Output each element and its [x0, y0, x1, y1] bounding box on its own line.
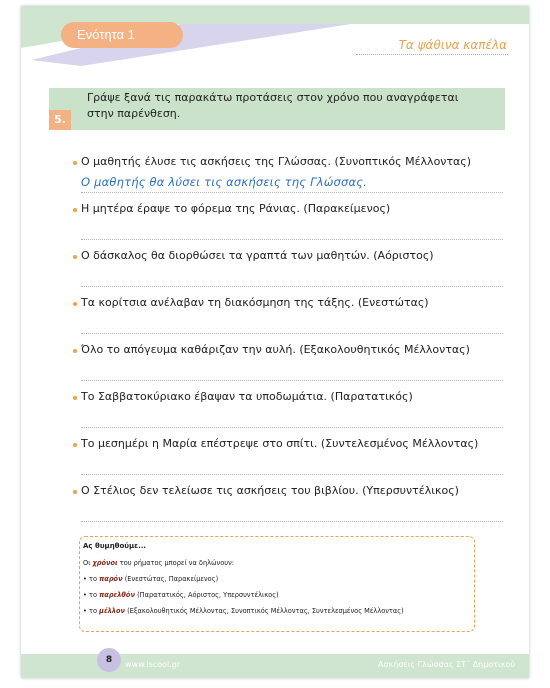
- task-instruction-line-2: στην παρένθεση.: [87, 107, 181, 120]
- bullet-icon: [73, 349, 77, 353]
- lesson-title: Τα ψάθινα καπέλα: [398, 38, 507, 52]
- answer-line[interactable]: [81, 286, 503, 287]
- answer-text[interactable]: Ο μαθητής θα λύσει τις ασκήσεις της Γλώσσας.: [81, 175, 368, 189]
- bullet-icon: [73, 443, 77, 447]
- exercise-sentence: Ο Στέλιος δεν τελείωσε τις ασκήσεις του βιβλίου. (Υπερσυντέλικος): [81, 484, 459, 497]
- reminder-keyword: μέλλον: [99, 607, 125, 615]
- reminder-keyword: παρελθόν: [99, 591, 135, 599]
- exercise-sentence: Η μητέρα έραψε το φόρεμα της Ράνιας. (Παρακείμενος): [81, 202, 391, 215]
- bullet-icon: [73, 161, 77, 165]
- reminder-future: [83, 607, 404, 615]
- unit-badge: Ενότητα 1: [61, 22, 183, 48]
- reminder-text: • το: [83, 607, 100, 615]
- exercise-sentence: Το Σαββατοκύριακο έβαψαν τα υποδωμάτια. (Παρατατικός): [81, 390, 413, 403]
- reminder-keyword: παρόν: [99, 575, 123, 583]
- reminder-present: [83, 575, 218, 583]
- reminder-text: Οι: [83, 559, 93, 567]
- reminder-text: • το: [83, 575, 100, 583]
- answer-line[interactable]: [81, 380, 503, 381]
- reminder-text: του ρήματος μπορεί να δηλώνουν:: [117, 559, 234, 567]
- exercise-sentence: Ο δάσκαλος θα διορθώσει τα γραπτά των μαθητών. (Αόριστος): [81, 249, 434, 262]
- answer-line[interactable]: [81, 521, 503, 522]
- exercise-sentence: Ο μαθητής έλυσε τις ασκήσεις της Γλώσσας. (Συνοπτικός Μέλλοντας): [81, 155, 472, 168]
- reminder-text: (Εξακολουθητικός Μέλλοντας, Συνοπτικός Μέλλοντας, Συντελεσμένος Μέλλοντας): [124, 607, 404, 615]
- answer-line[interactable]: [81, 427, 503, 428]
- bullet-icon: [73, 490, 77, 494]
- task-instruction-line-1: Γράψε ξανά τις παρακάτω προτάσεις στον χρόνο που αναγράφεται: [87, 91, 459, 104]
- reminder-past: [83, 591, 279, 599]
- bullet-icon: [73, 396, 77, 400]
- reminder-keyword: χρόνοι: [92, 559, 118, 567]
- reminder-title: Ας θυμηθούμε...: [83, 542, 147, 550]
- footer-site[interactable]: www.iscool.gr: [125, 660, 181, 669]
- answer-line[interactable]: [81, 474, 503, 475]
- footer-book-title: Ασκήσεις Γλώσσας ΣΤ΄ Δημοτικού: [378, 660, 515, 669]
- reminder-text: (Ενεστώτας, Παρακείμενος): [122, 575, 219, 583]
- top-band: [21, 6, 529, 20]
- answer-line[interactable]: [81, 333, 503, 334]
- exercise-sentence: Τα κορίτσια ανέλαβαν τη διακόσμηση της τάξης. (Ενεστώτας): [81, 296, 429, 309]
- task-instruction: [87, 90, 497, 122]
- answer-line[interactable]: [81, 192, 503, 193]
- exercise-sentence: Το μεσημέρι η Μαρία επέστρεψε στο σπίτι. (Συντελεσμένος Μέλλοντας): [81, 437, 479, 450]
- exercise-sentence: Όλο το απόγευμα καθάριζαν την αυλή. (Εξακολουθητικός Μέλλοντας): [81, 343, 470, 356]
- bullet-icon: [73, 255, 77, 259]
- reminder-text: (Παρατατικός, Αόριστος, Υπερσυντέλικος): [134, 591, 279, 599]
- page-number: 8: [97, 648, 121, 672]
- answer-line[interactable]: [81, 239, 503, 240]
- reminder-intro: [83, 559, 234, 567]
- bullet-icon: [73, 302, 77, 306]
- lesson-title-underline: [356, 54, 508, 55]
- task-number: 5.: [49, 110, 71, 130]
- reminder-box: [79, 536, 475, 632]
- reminder-text: • το: [83, 591, 100, 599]
- bullet-icon: [73, 208, 77, 212]
- worksheet-page: [21, 6, 529, 678]
